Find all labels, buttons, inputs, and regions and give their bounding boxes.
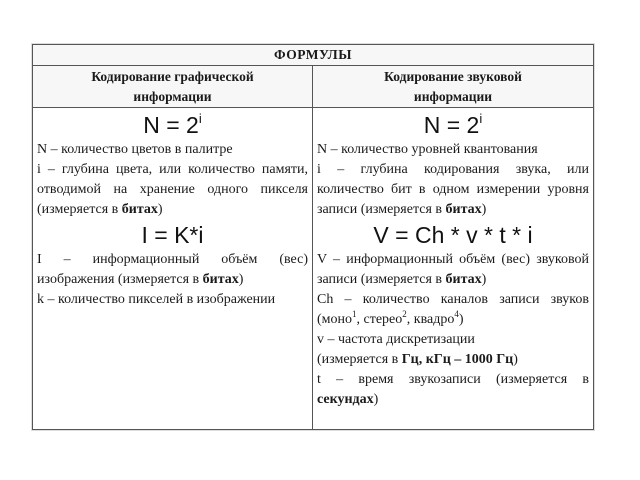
sound-formula-levels: $N = 2^i$ — [423, 111, 483, 138]
sound-header: Кодирование звуковой информации — [313, 66, 593, 108]
graphics-desc-k: k – количество пикселей в изображении — [37, 292, 276, 307]
sound-desc-i: i – глубина кодирования звука, или количество бит в одном измерении уровня записи (измеряется в битах) — [317, 162, 589, 217]
sound-desc-volume: V – информационный объём (вес) звуковой записи (измеряется в битах) — [317, 252, 589, 287]
graphics-header: Кодирование графической информации — [33, 66, 312, 108]
graphics-desc-i: i – глубина цвета, или количество памяти, отводимой на хранение одного пикселя (измеряется в битах) — [37, 162, 308, 217]
graphics-column — [33, 66, 313, 429]
sound-column — [313, 66, 593, 429]
sound-formula-volume: V = Ch * v * t * i — [373, 222, 533, 248]
table-title: ФОРМУЛЫ — [33, 45, 593, 66]
graphics-desc-volume: I – информационный объём (вес) изображения (измеряется в битах) — [37, 252, 308, 287]
sound-desc-frequency-units: (измеряется в Гц, кГц – 1000 Гц) — [317, 352, 518, 367]
graphics-formula-volume: I = K*i — [141, 222, 204, 248]
formulas-table — [32, 44, 594, 430]
sound-desc-n: N – количество уровней квантования — [317, 142, 538, 157]
sound-desc-frequency: v – частота дискретизации — [317, 332, 475, 347]
sound-desc-time: t – время звукозаписи (измеряется в секундах) — [317, 372, 589, 407]
graphics-formula-colors: $N = 2^i$ — [143, 111, 202, 138]
sound-desc-channels: Ch – количество каналов записи звуков (моно$^1$, стерео$^2$, квадро$^4$) — [317, 292, 589, 327]
graphics-desc-n: N – количество цветов в палитре — [37, 142, 233, 157]
